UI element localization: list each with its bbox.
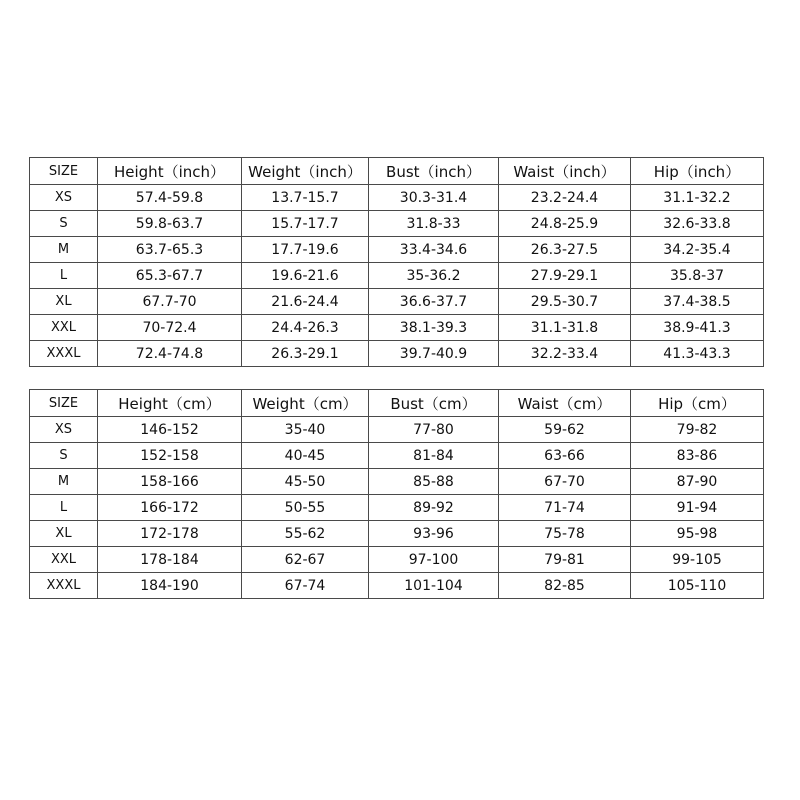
table-row (30, 341, 764, 367)
weight-cell: 19.6-21.6 (242, 263, 369, 289)
table-row (30, 443, 764, 469)
weight-cell: 67-74 (242, 573, 369, 599)
height-cell: 57.4-59.8 (98, 185, 242, 211)
hip-cell: 91-94 (631, 495, 764, 521)
hip-cell: 38.9-41.3 (631, 315, 764, 341)
bust-cell: 85-88 (369, 469, 499, 495)
weight-cell: 26.3-29.1 (242, 341, 369, 367)
column-header-hip: Hip（cm） (631, 390, 764, 417)
weight-cell: 55-62 (242, 521, 369, 547)
size-cell: XS (30, 417, 98, 443)
header-row (30, 158, 764, 185)
weight-cell: 62-67 (242, 547, 369, 573)
waist-cell: 24.8-25.9 (499, 211, 631, 237)
weight-cell: 35-40 (242, 417, 369, 443)
bust-cell: 31.8-33 (369, 211, 499, 237)
height-cell: 158-166 (98, 469, 242, 495)
hip-cell: 79-82 (631, 417, 764, 443)
height-cell: 166-172 (98, 495, 242, 521)
size-cell: M (30, 237, 98, 263)
bust-cell: 36.6-37.7 (369, 289, 499, 315)
table-row (30, 289, 764, 315)
height-cell: 152-158 (98, 443, 242, 469)
table-row (30, 521, 764, 547)
size-cell: S (30, 211, 98, 237)
weight-cell: 15.7-17.7 (242, 211, 369, 237)
waist-cell: 29.5-30.7 (499, 289, 631, 315)
table-row (30, 469, 764, 495)
column-header-hip: Hip（inch） (631, 158, 764, 185)
size-cell: XL (30, 521, 98, 547)
weight-cell: 45-50 (242, 469, 369, 495)
hip-cell: 32.6-33.8 (631, 211, 764, 237)
weight-cell: 24.4-26.3 (242, 315, 369, 341)
column-header-weight: Weight（inch） (242, 158, 369, 185)
waist-cell: 79-81 (499, 547, 631, 573)
column-header-waist: Waist（cm） (499, 390, 631, 417)
hip-cell: 31.1-32.2 (631, 185, 764, 211)
column-header-bust: Bust（cm） (369, 390, 499, 417)
bust-cell: 101-104 (369, 573, 499, 599)
size-cell: XXXL (30, 341, 98, 367)
column-header-height: Height（inch） (98, 158, 242, 185)
size-cell: XXL (30, 547, 98, 573)
bust-cell: 89-92 (369, 495, 499, 521)
column-header-weight: Weight（cm） (242, 390, 369, 417)
table-row (30, 315, 764, 341)
size-cell: XXL (30, 315, 98, 341)
height-cell: 184-190 (98, 573, 242, 599)
size-chart-cm-table (29, 389, 764, 599)
table-row (30, 237, 764, 263)
column-header-waist: Waist（inch） (499, 158, 631, 185)
size-cell: XS (30, 185, 98, 211)
size-cell: XXXL (30, 573, 98, 599)
waist-cell: 82-85 (499, 573, 631, 599)
bust-cell: 97-100 (369, 547, 499, 573)
weight-cell: 40-45 (242, 443, 369, 469)
size-chart-inch-table (29, 157, 764, 367)
height-cell: 59.8-63.7 (98, 211, 242, 237)
size-cell: S (30, 443, 98, 469)
size-cell: XL (30, 289, 98, 315)
height-cell: 67.7-70 (98, 289, 242, 315)
column-header-bust: Bust（inch） (369, 158, 499, 185)
bust-cell: 77-80 (369, 417, 499, 443)
waist-cell: 32.2-33.4 (499, 341, 631, 367)
hip-cell: 105-110 (631, 573, 764, 599)
waist-cell: 31.1-31.8 (499, 315, 631, 341)
table-row (30, 417, 764, 443)
bust-cell: 35-36.2 (369, 263, 499, 289)
bust-cell: 93-96 (369, 521, 499, 547)
hip-cell: 37.4-38.5 (631, 289, 764, 315)
waist-cell: 63-66 (499, 443, 631, 469)
table-row (30, 263, 764, 289)
waist-cell: 26.3-27.5 (499, 237, 631, 263)
table-row (30, 547, 764, 573)
bust-cell: 39.7-40.9 (369, 341, 499, 367)
header-row (30, 390, 764, 417)
hip-cell: 83-86 (631, 443, 764, 469)
size-cell: L (30, 263, 98, 289)
waist-cell: 23.2-24.4 (499, 185, 631, 211)
height-cell: 172-178 (98, 521, 242, 547)
table-row (30, 185, 764, 211)
column-header-size: SIZE (30, 158, 98, 185)
height-cell: 178-184 (98, 547, 242, 573)
height-cell: 63.7-65.3 (98, 237, 242, 263)
hip-cell: 41.3-43.3 (631, 341, 764, 367)
table-row (30, 573, 764, 599)
hip-cell: 35.8-37 (631, 263, 764, 289)
bust-cell: 30.3-31.4 (369, 185, 499, 211)
hip-cell: 34.2-35.4 (631, 237, 764, 263)
hip-cell: 87-90 (631, 469, 764, 495)
table-row (30, 495, 764, 521)
weight-cell: 21.6-24.4 (242, 289, 369, 315)
column-header-height: Height（cm） (98, 390, 242, 417)
height-cell: 65.3-67.7 (98, 263, 242, 289)
waist-cell: 71-74 (499, 495, 631, 521)
waist-cell: 59-62 (499, 417, 631, 443)
height-cell: 146-152 (98, 417, 242, 443)
size-cell: L (30, 495, 98, 521)
weight-cell: 50-55 (242, 495, 369, 521)
table-row (30, 211, 764, 237)
weight-cell: 17.7-19.6 (242, 237, 369, 263)
waist-cell: 75-78 (499, 521, 631, 547)
height-cell: 72.4-74.8 (98, 341, 242, 367)
bust-cell: 33.4-34.6 (369, 237, 499, 263)
size-cell: M (30, 469, 98, 495)
waist-cell: 67-70 (499, 469, 631, 495)
height-cell: 70-72.4 (98, 315, 242, 341)
waist-cell: 27.9-29.1 (499, 263, 631, 289)
bust-cell: 38.1-39.3 (369, 315, 499, 341)
weight-cell: 13.7-15.7 (242, 185, 369, 211)
hip-cell: 95-98 (631, 521, 764, 547)
hip-cell: 99-105 (631, 547, 764, 573)
bust-cell: 81-84 (369, 443, 499, 469)
column-header-size: SIZE (30, 390, 98, 417)
